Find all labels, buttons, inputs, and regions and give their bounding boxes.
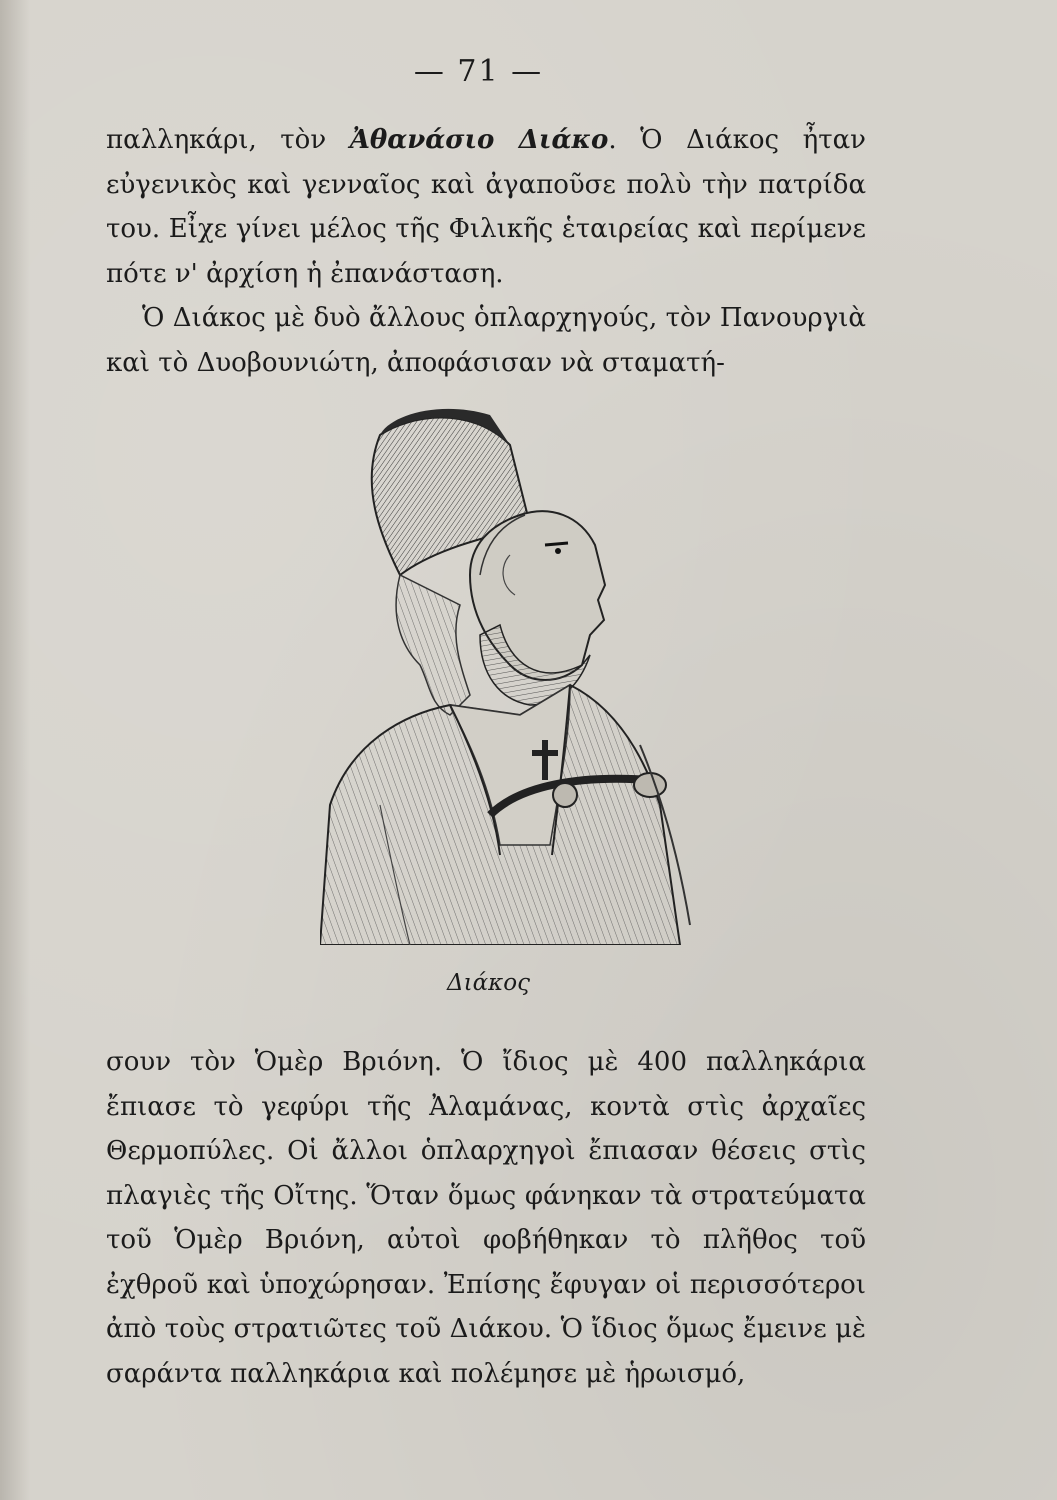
top-text-block: [106, 118, 866, 385]
name-athanasios-diakos: Ἀθανάσιο Διάκο: [349, 125, 609, 155]
paragraph-1: [106, 118, 866, 296]
paragraph-2: Ὁ Διάκος μὲ δυὸ ἄλλους ὁπλαρχηγούς, τὸν Πανουργιὰ καὶ τὸ Δυοβουνιώτη, ἀποφάσισαν νὰ σταματή-: [106, 303, 866, 378]
figure-caption: Διάκος: [447, 970, 530, 996]
page-gutter-shadow: [0, 0, 30, 1500]
paragraph-3: σουν τὸν Ὁμὲρ Βριόνη. Ὁ ἴδιος μὲ 400 παλληκάρια ἔπιασε τὸ γεφύρι τῆς Ἀλαμάνας, κοντὰ στὶς ἀρχαῖες Θερμοπύλες. Οἱ ἄλλοι ὁπλαρχηγοὶ ἔπιασαν θέσεις στὶς πλαγιὲς τῆς Οἴτης. Ὅταν ὅμως φάνηκαν τὰ στρατεύματα τοῦ Ὁμὲρ Βριόνη, αὐτοὶ φοβήθηκαν τὸ πλῆθος τοῦ ἐχθροῦ καὶ ὑποχώρησαν. Ἐπίσης ἔφυγαν οἱ περισσότεροι ἀπὸ τοὺς στρατιῶτες τοῦ Διάκου. Ὁ ἴδιος ὅμως ἔμεινε μὲ σαράντα παλληκάρια καὶ πολέμησε μὲ ἡρωισμό,: [106, 1047, 866, 1389]
paragraph-1-start: παλληκάρι, τὸν: [106, 125, 350, 155]
bottom-text-block: [106, 1040, 866, 1396]
portrait-engraving: [320, 385, 720, 945]
page-number: — 71 —: [413, 54, 544, 89]
paragraph-1-end: . Ὁ Διάκος ἦταν εὐγενικὸς καὶ γενναῖος καὶ ἀγαποῦσε πολὺ τὴν πατρίδα του. Εἶχε γίνει μέλος τῆς Φιλικῆς ἑταιρείας καὶ περίμενε πότε ν' ἀρχίση ἡ ἐπανάσταση.: [106, 125, 866, 289]
